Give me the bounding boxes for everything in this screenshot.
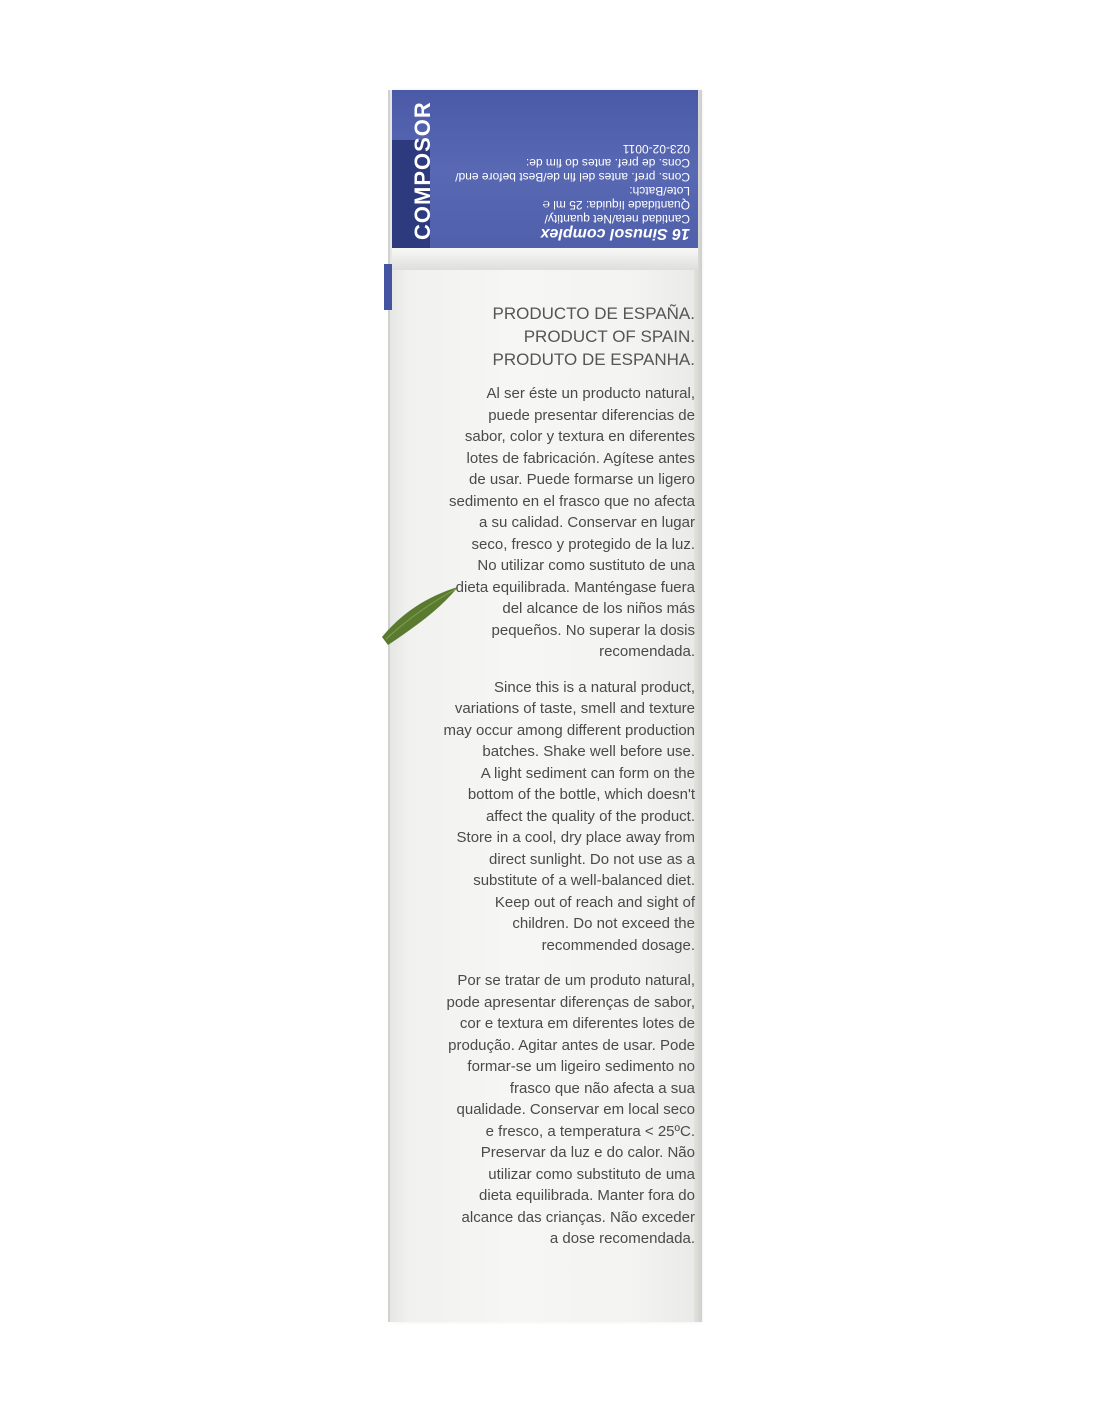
para-line: de usar. Puede formarse un ligero xyxy=(469,471,695,488)
origin-block xyxy=(405,302,695,371)
para-line: lotes de fabricación. Agítese antes xyxy=(466,449,695,467)
para-line: utilizar como substituto de uma xyxy=(488,1165,695,1183)
para-line: Al ser éste un producto natural, xyxy=(486,385,695,402)
paragraph-pt xyxy=(405,970,695,1250)
lid-best-before-pt: Cons. de pref. antes do fim de: xyxy=(525,156,690,170)
paragraph-en xyxy=(405,677,695,957)
lid-label xyxy=(410,100,690,240)
para-line: produção. Agitar antes de usar. Pode xyxy=(448,1036,695,1054)
para-line: formar-se um ligeiro sedimento no xyxy=(467,1058,695,1075)
para-line: children. Do not exceed the xyxy=(512,915,695,932)
lid-fold xyxy=(392,248,698,270)
para-line: affect the quality of the product. xyxy=(485,807,695,825)
box-text xyxy=(405,302,695,1250)
para-line: frasco que não afecta a sua xyxy=(509,1079,695,1097)
para-line: recommended dosage. xyxy=(541,936,695,954)
para-line: Keep out of reach and sight of xyxy=(494,893,695,911)
origin-en: PRODUCT OF SPAIN. xyxy=(523,327,695,346)
para-line: variations of taste, smell and texture xyxy=(454,700,695,717)
box-right-edge xyxy=(694,90,702,1322)
para-line: qualidade. Conservar em local seco xyxy=(456,1101,695,1118)
para-line: alcance das crianças. Não exceder xyxy=(461,1208,695,1226)
para-line: del alcance de los niños más xyxy=(502,600,695,617)
para-line: e fresco, a temperatura < 25ºC. xyxy=(485,1122,695,1140)
origin-es: PRODUCTO DE ESPAÑA. xyxy=(492,304,695,323)
lid-brand: COMPOSOR xyxy=(410,101,435,240)
origin-pt: PRODUTO DE ESPANHA. xyxy=(492,350,695,369)
para-line: a dose recomendada. xyxy=(549,1230,695,1247)
para-line: Preservar da luz e do calor. Não xyxy=(480,1144,695,1161)
lid-net-quantity-pt: Quantidade líquida: 25 ml ℮ xyxy=(542,198,690,212)
para-line: batches. Shake well before use. xyxy=(482,743,695,760)
para-line: No utilizar como sustituto de una xyxy=(477,557,695,574)
paragraph-es xyxy=(405,383,695,663)
para-line: pode apresentar diferenças de sabor, xyxy=(446,993,695,1011)
para-line: a su calidad. Conservar en lugar xyxy=(479,514,695,531)
lid-best-before: Cons. pref. antes del fin de/Best before end/ xyxy=(455,170,690,184)
para-line: recomendada. xyxy=(599,643,695,660)
para-line: puede presentar diferencias de xyxy=(488,406,695,424)
para-line: seco, fresco y protegido de la luz. xyxy=(471,535,695,553)
lid-product-name: 16 Sinusol complex xyxy=(540,225,690,242)
para-line: direct sunlight. Do not use as a xyxy=(489,850,695,868)
para-line: Por se tratar de um produto natural, xyxy=(457,972,695,989)
para-line: may occur among different production xyxy=(443,721,695,739)
para-line: dieta equilibrada. Manter fora do xyxy=(479,1187,695,1204)
para-line: dieta equilibrada. Manténgase fuera xyxy=(455,578,695,596)
para-line: cor e textura em diferentes lotes de xyxy=(459,1015,695,1032)
lid-code: 023-02-0011 xyxy=(622,142,690,156)
para-line: substitute of a well-balanced diet. xyxy=(473,872,695,889)
blue-edge-strip xyxy=(384,264,392,310)
lid-batch: Lote/Batch: xyxy=(629,184,690,198)
para-line: bottom of the bottle, which doesn't xyxy=(467,786,695,803)
para-line: sedimento en el frasco que no afecta xyxy=(449,492,695,510)
lid-net-quantity: Cantidad neta/Net quantity/ xyxy=(544,212,690,226)
para-line: Since this is a natural product, xyxy=(494,678,695,696)
para-line: A light sediment can form on the xyxy=(480,764,695,782)
para-line: pequeños. No superar la dosis xyxy=(491,621,695,639)
para-line: sabor, color y textura en diferentes xyxy=(464,428,695,445)
para-line: Store in a cool, dry place away from xyxy=(456,829,695,846)
